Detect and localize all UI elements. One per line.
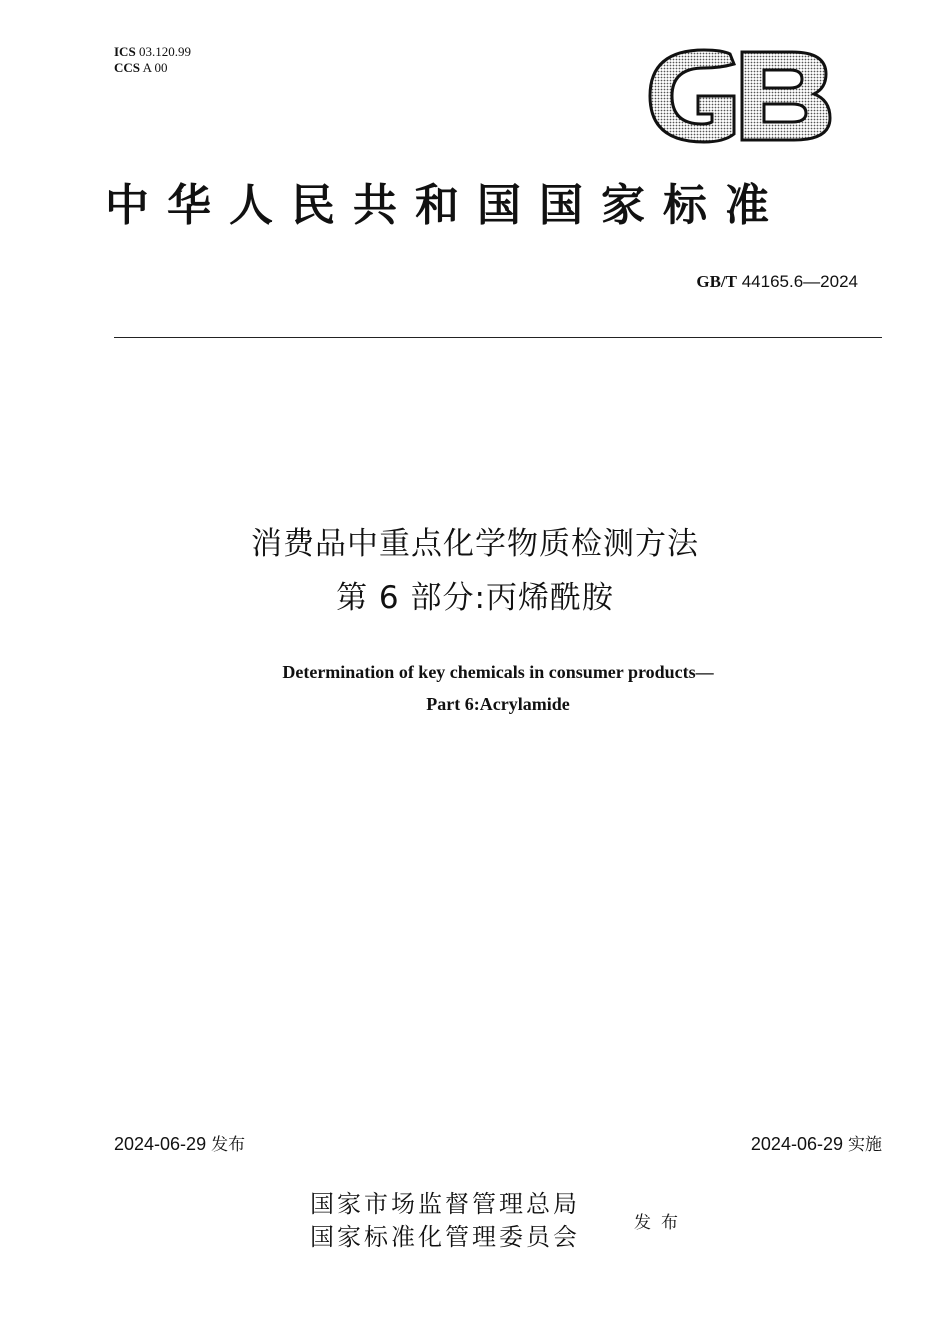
- release-date-label: 发布: [211, 1135, 246, 1155]
- implement-date-label: 实施: [848, 1135, 882, 1155]
- national-standard-title: 中华人民共和国国家标准: [105, 180, 787, 231]
- header-divider: [114, 337, 882, 338]
- ics-label: ICS: [114, 44, 136, 59]
- release-date-value: 2024-06-29: [114, 1134, 207, 1154]
- implement-date: [751, 1132, 882, 1157]
- title-en-line1: Determination of key chemicals in consumer products—: [282, 662, 714, 682]
- classification-codes: [114, 44, 191, 76]
- issue-action: 发布: [634, 1213, 688, 1233]
- gb-logo-g: [650, 50, 734, 142]
- ics-code: [114, 44, 191, 60]
- issuer-line2: 国家标准化管理委员会: [310, 1223, 580, 1251]
- ics-value: 03.120.99: [138, 44, 191, 59]
- release-date: [114, 1132, 245, 1157]
- standard-number: [696, 272, 858, 292]
- title-cn-line2: 第 6 部分:丙烯酰胺: [336, 580, 614, 616]
- ccs-code: [114, 60, 191, 76]
- gb-logo-b: [742, 52, 830, 140]
- issuing-authorities: [310, 1188, 580, 1254]
- standard-number-value: 44165.6—2024: [741, 272, 858, 291]
- ccs-label: CCS: [114, 60, 141, 75]
- issuer-line1: 国家市场监督管理总局: [310, 1190, 580, 1218]
- ccs-value: A 00: [142, 60, 168, 75]
- standard-number-prefix: GB/T: [696, 272, 737, 291]
- gb-logo: [642, 46, 832, 146]
- title-en-line2: Part 6:Acrylamide: [426, 694, 570, 714]
- title-cn-line1: 消费品中重点化学物质检测方法: [251, 526, 699, 562]
- implement-date-value: 2024-06-29: [750, 1134, 843, 1154]
